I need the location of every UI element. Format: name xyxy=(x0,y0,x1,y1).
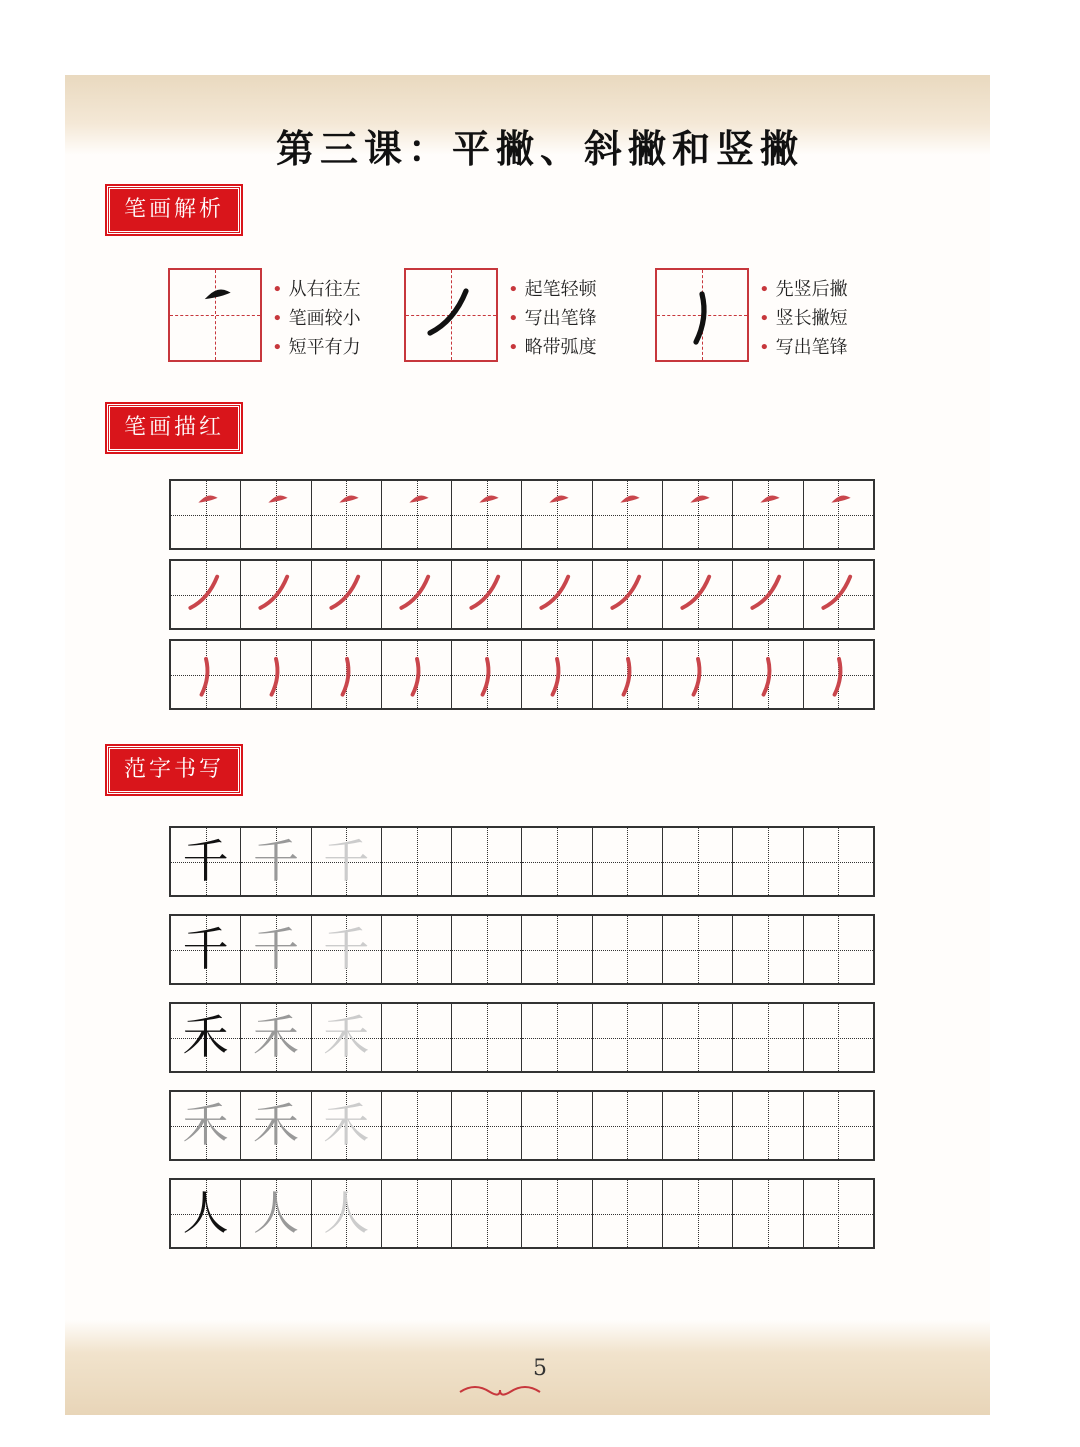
writing-cell[interactable] xyxy=(382,1180,452,1247)
trace-stroke-icon xyxy=(733,481,803,548)
model-character: 千 xyxy=(252,922,299,976)
writing-cell[interactable] xyxy=(733,1092,803,1159)
section-badge-tracing: 笔画描红 xyxy=(107,404,241,452)
writing-cell[interactable] xyxy=(522,1092,592,1159)
trace-stroke-icon xyxy=(593,641,663,708)
writing-cell[interactable] xyxy=(452,1004,522,1071)
writing-cell[interactable] xyxy=(452,1092,522,1159)
model-character: 千 xyxy=(182,922,229,976)
tip-item: • 竖长撇短 xyxy=(759,304,848,333)
tracing-row xyxy=(169,559,875,630)
writing-cell[interactable] xyxy=(312,561,382,628)
lesson-title: 第三课：平撇、斜撇和竖撇 xyxy=(275,126,804,171)
writing-cell[interactable] xyxy=(452,828,522,895)
writing-cell[interactable] xyxy=(522,641,592,708)
writing-cell[interactable] xyxy=(663,561,733,628)
writing-cell[interactable] xyxy=(733,1004,803,1071)
model-character: 人 xyxy=(182,1186,229,1240)
trace-stroke-icon xyxy=(733,641,803,708)
model-character: 禾 xyxy=(323,1098,370,1152)
writing-cell[interactable] xyxy=(522,1004,592,1071)
trace-stroke-icon xyxy=(663,481,733,548)
writing-cell[interactable] xyxy=(241,561,311,628)
trace-stroke-icon xyxy=(312,561,382,628)
tip-item: • 写出笔锋 xyxy=(759,333,848,362)
stroke-tips xyxy=(272,275,361,362)
tip-item: • 笔画较小 xyxy=(272,304,361,333)
writing-cell[interactable] xyxy=(312,916,382,983)
trace-stroke-icon xyxy=(382,481,452,548)
writing-cell[interactable] xyxy=(241,828,311,895)
trace-stroke-icon xyxy=(382,641,452,708)
writing-cell[interactable] xyxy=(663,1004,733,1071)
writing-cell[interactable] xyxy=(733,916,803,983)
model-character: 人 xyxy=(323,1186,370,1240)
trace-stroke-icon xyxy=(171,481,241,548)
writing-cell[interactable] xyxy=(312,1180,382,1247)
tip-item: • 写出笔锋 xyxy=(508,304,597,333)
writing-cell[interactable] xyxy=(593,1004,663,1071)
tip-item: • 先竖后撇 xyxy=(759,275,848,304)
writing-cell[interactable] xyxy=(171,1180,241,1247)
writing-cell[interactable] xyxy=(522,916,592,983)
model-character: 千 xyxy=(323,922,370,976)
trace-stroke-icon xyxy=(241,641,311,708)
writing-cell[interactable] xyxy=(241,641,311,708)
writing-cell[interactable] xyxy=(382,1092,452,1159)
trace-stroke-icon xyxy=(452,561,522,628)
writing-cell[interactable] xyxy=(804,641,873,708)
practice-row xyxy=(169,1178,875,1249)
model-character: 禾 xyxy=(323,1010,370,1064)
writing-cell[interactable] xyxy=(382,828,452,895)
writing-cell[interactable] xyxy=(663,828,733,895)
ornament-icon xyxy=(455,1382,545,1402)
practice-row xyxy=(169,826,875,897)
trace-stroke-icon xyxy=(522,561,592,628)
writing-cell[interactable] xyxy=(452,916,522,983)
trace-stroke-icon xyxy=(522,481,592,548)
writing-cell[interactable] xyxy=(593,828,663,895)
writing-cell[interactable] xyxy=(171,561,241,628)
trace-stroke-icon xyxy=(663,561,733,628)
writing-cell[interactable] xyxy=(382,561,452,628)
writing-cell[interactable] xyxy=(522,481,592,548)
writing-cell[interactable] xyxy=(171,1004,241,1071)
writing-cell[interactable] xyxy=(241,1004,311,1071)
trace-stroke-icon xyxy=(312,481,382,548)
writing-cell[interactable] xyxy=(171,641,241,708)
trace-stroke-icon xyxy=(733,561,803,628)
section-badge-writing: 范字书写 xyxy=(107,746,241,794)
writing-cell[interactable] xyxy=(382,1004,452,1071)
trace-stroke-icon xyxy=(452,481,522,548)
writing-cell[interactable] xyxy=(171,828,241,895)
stroke-2-icon xyxy=(406,270,496,360)
stroke-demo-box xyxy=(404,268,498,362)
model-character: 人 xyxy=(252,1186,299,1240)
writing-cell[interactable] xyxy=(382,916,452,983)
trace-stroke-icon xyxy=(804,561,874,628)
writing-cell[interactable] xyxy=(733,641,803,708)
page-number: 5 xyxy=(533,1356,547,1381)
writing-cell[interactable] xyxy=(593,481,663,548)
model-character: 千 xyxy=(323,834,370,888)
model-character: 禾 xyxy=(252,1098,299,1152)
trace-stroke-icon xyxy=(171,641,241,708)
writing-cell[interactable] xyxy=(804,828,873,895)
stroke-demo-box xyxy=(655,268,749,362)
writing-cell[interactable] xyxy=(312,1092,382,1159)
model-character: 千 xyxy=(182,834,229,888)
stroke-demo-box xyxy=(168,268,262,362)
writing-cell[interactable] xyxy=(171,1092,241,1159)
stroke-1-icon xyxy=(170,270,260,360)
writing-cell[interactable] xyxy=(593,1180,663,1247)
writing-cell[interactable] xyxy=(804,481,873,548)
model-character: 禾 xyxy=(252,1010,299,1064)
writing-cell[interactable] xyxy=(733,481,803,548)
writing-cell[interactable] xyxy=(382,481,452,548)
writing-cell[interactable] xyxy=(241,481,311,548)
practice-row xyxy=(169,1090,875,1161)
writing-cell[interactable] xyxy=(804,916,873,983)
trace-stroke-icon xyxy=(593,481,663,548)
writing-cell[interactable] xyxy=(804,561,873,628)
writing-cell[interactable] xyxy=(733,561,803,628)
writing-cell[interactable] xyxy=(452,641,522,708)
writing-cell[interactable] xyxy=(663,641,733,708)
writing-cell[interactable] xyxy=(241,916,311,983)
trace-stroke-icon xyxy=(804,481,874,548)
trace-stroke-icon xyxy=(593,561,663,628)
trace-stroke-icon xyxy=(804,641,874,708)
model-character: 禾 xyxy=(182,1098,229,1152)
tip-item: • 起笔轻顿 xyxy=(508,275,597,304)
writing-cell[interactable] xyxy=(312,641,382,708)
trace-stroke-icon xyxy=(452,641,522,708)
writing-cell[interactable] xyxy=(241,1092,311,1159)
tracing-row xyxy=(169,639,875,710)
writing-cell[interactable] xyxy=(593,1092,663,1159)
writing-cell[interactable] xyxy=(382,641,452,708)
tip-item: • 从右往左 xyxy=(272,275,361,304)
writing-cell[interactable] xyxy=(171,481,241,548)
writing-cell[interactable] xyxy=(312,1004,382,1071)
writing-cell[interactable] xyxy=(804,1180,873,1247)
model-character: 千 xyxy=(252,834,299,888)
writing-cell[interactable] xyxy=(733,828,803,895)
writing-cell[interactable] xyxy=(593,916,663,983)
stroke-tips xyxy=(508,275,597,362)
writing-cell[interactable] xyxy=(241,1180,311,1247)
trace-stroke-icon xyxy=(522,641,592,708)
writing-cell[interactable] xyxy=(452,561,522,628)
writing-cell[interactable] xyxy=(452,481,522,548)
stroke-tips xyxy=(759,275,848,362)
writing-cell[interactable] xyxy=(171,916,241,983)
writing-cell[interactable] xyxy=(663,916,733,983)
trace-stroke-icon xyxy=(382,561,452,628)
writing-cell[interactable] xyxy=(522,828,592,895)
writing-cell[interactable] xyxy=(663,1180,733,1247)
section-badge-analysis: 笔画解析 xyxy=(107,186,241,234)
tip-item: • 短平有力 xyxy=(272,333,361,362)
writing-cell[interactable] xyxy=(312,481,382,548)
writing-cell[interactable] xyxy=(312,828,382,895)
trace-stroke-icon xyxy=(312,641,382,708)
writing-cell[interactable] xyxy=(522,561,592,628)
practice-row xyxy=(169,1002,875,1073)
writing-cell[interactable] xyxy=(593,561,663,628)
writing-cell[interactable] xyxy=(733,1180,803,1247)
writing-cell[interactable] xyxy=(452,1180,522,1247)
trace-stroke-icon xyxy=(663,641,733,708)
writing-cell[interactable] xyxy=(593,641,663,708)
model-character: 禾 xyxy=(182,1010,229,1064)
writing-cell[interactable] xyxy=(804,1004,873,1071)
writing-cell[interactable] xyxy=(804,1092,873,1159)
trace-stroke-icon xyxy=(171,561,241,628)
writing-cell[interactable] xyxy=(663,1092,733,1159)
writing-cell[interactable] xyxy=(663,481,733,548)
practice-row xyxy=(169,914,875,985)
trace-stroke-icon xyxy=(241,481,311,548)
writing-cell[interactable] xyxy=(522,1180,592,1247)
stroke-3-icon xyxy=(657,270,747,360)
tip-item: • 略带弧度 xyxy=(508,333,597,362)
trace-stroke-icon xyxy=(241,561,311,628)
tracing-row xyxy=(169,479,875,550)
